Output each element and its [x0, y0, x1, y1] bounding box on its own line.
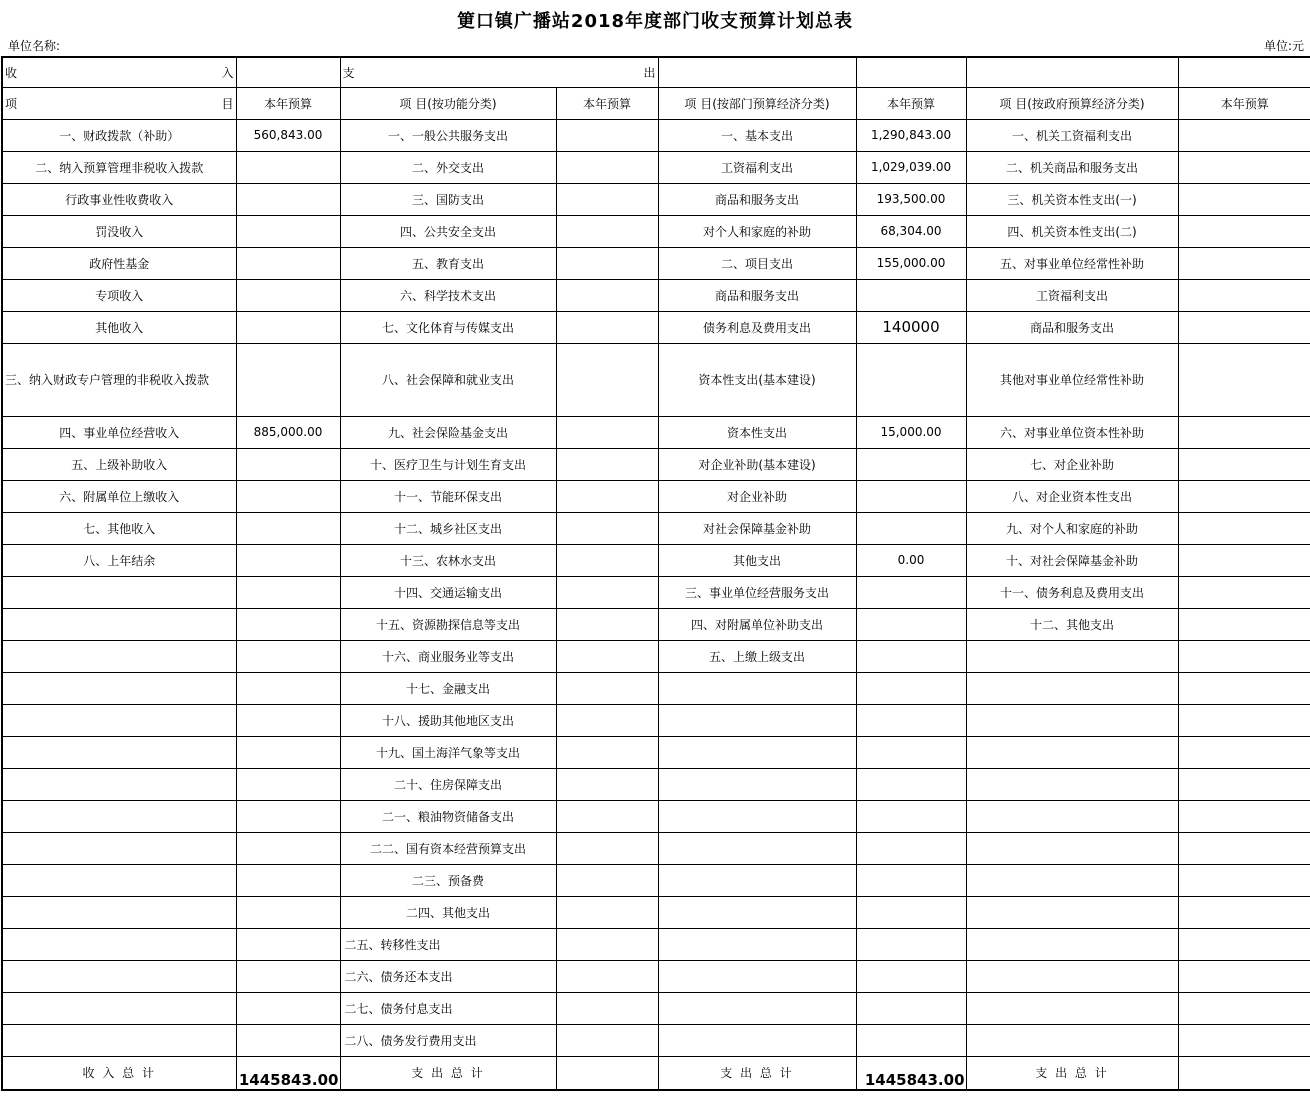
func-budget-cell: [556, 215, 658, 247]
gov-item-cell: 一、机关工资福利支出: [966, 119, 1178, 151]
func-item-cell: 二七、债务付息支出: [340, 992, 556, 1024]
func-item-cell: 十六、商业服务业等支出: [340, 640, 556, 672]
income-budget-cell: [236, 151, 340, 183]
func-budget-cell: [556, 544, 658, 576]
func-item-cell: 六、科学技术支出: [340, 279, 556, 311]
dept-budget-cell: [856, 992, 966, 1024]
income-budget-cell: [236, 960, 340, 992]
dept-budget-cell: 0.00: [856, 544, 966, 576]
dept-budget-cell: [856, 512, 966, 544]
func-budget-cell: [556, 992, 658, 1024]
gov-budget-cell: [1178, 544, 1310, 576]
dept-budget-cell: [856, 928, 966, 960]
func-budget-cell: [556, 736, 658, 768]
func-item-cell: 二十、住房保障支出: [340, 768, 556, 800]
dept-item-cell: [658, 736, 856, 768]
func-budget-cell: [556, 960, 658, 992]
table-row: [2, 992, 1310, 1024]
func-budget-cell: [556, 640, 658, 672]
func-item-cell: 五、教育支出: [340, 247, 556, 279]
unit-name-label: 单位名称:: [8, 39, 61, 53]
dept-item-cell: 商品和服务支出: [658, 279, 856, 311]
dept-item-cell: 对企业补助(基本建设): [658, 448, 856, 480]
gov-item-header: 项 目(按政府预算经济分类): [966, 87, 1178, 119]
func-budget-cell: [556, 704, 658, 736]
income-budget-cell: [236, 832, 340, 864]
gov-item-cell: 其他对事业单位经常性补助: [966, 343, 1178, 416]
dept-item-cell: [658, 672, 856, 704]
income-budget-cell: [236, 800, 340, 832]
table-row: [2, 183, 1310, 215]
dept-item-cell: [658, 992, 856, 1024]
table-row: [2, 896, 1310, 928]
func-total-label: 支 出 总 计: [340, 1056, 556, 1090]
income-item-cell: 四、事业单位经营收入: [2, 416, 236, 448]
func-item-cell: 十二、城乡社区支出: [340, 512, 556, 544]
func-item-cell: 二四、其他支出: [340, 896, 556, 928]
dept-budget-cell: [856, 640, 966, 672]
func-item-cell: 一、一般公共服务支出: [340, 119, 556, 151]
dept-item-cell: [658, 800, 856, 832]
table-row: [2, 800, 1310, 832]
income-item-cell: 八、上年结余: [2, 544, 236, 576]
dept-item-cell: 资本性支出(基本建设): [658, 343, 856, 416]
dept-budget-cell: 155,000.00: [856, 247, 966, 279]
table-row: [2, 608, 1310, 640]
gov-budget-cell: [1178, 151, 1310, 183]
table-row: [2, 544, 1310, 576]
dept-item-cell: 对企业补助: [658, 480, 856, 512]
group-header-row: [2, 57, 1310, 87]
gov-item-cell: [966, 864, 1178, 896]
dept-budget-cell: [856, 608, 966, 640]
dept-budget-cell: [856, 576, 966, 608]
income-item-cell: [2, 576, 236, 608]
gov-item-cell: [966, 1024, 1178, 1056]
income-item-cell: 专项收入: [2, 279, 236, 311]
dept-budget-cell: 1,029,039.00: [856, 151, 966, 183]
func-budget-cell: [556, 608, 658, 640]
gov-item-cell: 十二、其他支出: [966, 608, 1178, 640]
dept-budget-cell: 193,500.00: [856, 183, 966, 215]
gov-item-cell: [966, 800, 1178, 832]
gov-budget-cell: [1178, 215, 1310, 247]
gov-budget-cell: [1178, 992, 1310, 1024]
dept-budget-cell: 68,304.00: [856, 215, 966, 247]
table-row: [2, 279, 1310, 311]
dept-budget-cell: [856, 1024, 966, 1056]
table-row: [2, 480, 1310, 512]
dept-item-cell: 五、上缴上级支出: [658, 640, 856, 672]
func-budget-cell: [556, 672, 658, 704]
table-row: [2, 448, 1310, 480]
totals-row: [2, 1056, 1310, 1090]
func-item-cell: 十八、援助其他地区支出: [340, 704, 556, 736]
func-budget-cell: [556, 768, 658, 800]
gov-item-cell: [966, 960, 1178, 992]
gov-budget-cell: [1178, 279, 1310, 311]
dept-item-cell: 对个人和家庭的补助: [658, 215, 856, 247]
dept-item-cell: 债务利息及费用支出: [658, 311, 856, 343]
gov-budget-cell: [1178, 608, 1310, 640]
income-total-label: 收 入 总 计: [2, 1056, 236, 1090]
dept-item-cell: [658, 832, 856, 864]
gov-budget-cell: [1178, 183, 1310, 215]
dept-budget-cell: 15,000.00: [856, 416, 966, 448]
dept-budget-cell: [856, 736, 966, 768]
income-budget-cell: [236, 448, 340, 480]
func-item-cell: 八、社会保障和就业支出: [340, 343, 556, 416]
table-row: [2, 247, 1310, 279]
func-item-cell: 十、医疗卫生与计划生育支出: [340, 448, 556, 480]
table-row: [2, 576, 1310, 608]
gov-item-cell: [966, 672, 1178, 704]
dept-item-cell: [658, 768, 856, 800]
income-budget-cell: [236, 608, 340, 640]
func-budget-header: 本年预算: [556, 87, 658, 119]
gov-item-cell: 十一、债务利息及费用支出: [966, 576, 1178, 608]
gov-budget-cell: [1178, 343, 1310, 416]
func-item-cell: 十七、金融支出: [340, 672, 556, 704]
gov-budget-cell: [1178, 864, 1310, 896]
income-budget-cell: [236, 343, 340, 416]
income-budget-cell: 560,843.00: [236, 119, 340, 151]
gov-item-cell: 七、对企业补助: [966, 448, 1178, 480]
income-budget-cell: [236, 576, 340, 608]
income-budget-cell: [236, 512, 340, 544]
dept-item-cell: 四、对附属单位补助支出: [658, 608, 856, 640]
gov-budget-cell: [1178, 247, 1310, 279]
dept-item-cell: [658, 896, 856, 928]
gov-item-cell: 工资福利支出: [966, 279, 1178, 311]
gov-item-cell: [966, 896, 1178, 928]
func-budget-cell: [556, 512, 658, 544]
func-budget-cell: [556, 448, 658, 480]
gov-budget-cell: [1178, 800, 1310, 832]
table-row: [2, 960, 1310, 992]
income-item-cell: [2, 768, 236, 800]
income-item-cell: 二、纳入预算管理非税收入拨款: [2, 151, 236, 183]
func-item-cell: 十一、节能环保支出: [340, 480, 556, 512]
dept-item-cell: [658, 704, 856, 736]
gov-budget-cell: [1178, 512, 1310, 544]
dept-item-cell: 一、基本支出: [658, 119, 856, 151]
gov-budget-cell: [1178, 672, 1310, 704]
gov-item-cell: 三、机关资本性支出(一): [966, 183, 1178, 215]
gov-budget-cell: [1178, 448, 1310, 480]
income-budget-cell: [236, 640, 340, 672]
table-row: [2, 343, 1310, 416]
func-budget-cell: [556, 832, 658, 864]
gov-budget-cell: [1178, 960, 1310, 992]
income-budget-cell: [236, 672, 340, 704]
dept-budget-header: 本年预算: [856, 87, 966, 119]
dept-item-cell: 工资福利支出: [658, 151, 856, 183]
income-budget-cell: [236, 183, 340, 215]
income-item-cell: 政府性基金: [2, 247, 236, 279]
income-budget-cell: [236, 311, 340, 343]
income-item-cell: [2, 736, 236, 768]
table-row: [2, 512, 1310, 544]
table-row: [2, 704, 1310, 736]
income-item-cell: 一、财政拨款（补助）: [2, 119, 236, 151]
func-budget-cell: [556, 119, 658, 151]
gov-item-cell: 商品和服务支出: [966, 311, 1178, 343]
empty-cell: [856, 57, 966, 87]
income-item-cell: [2, 640, 236, 672]
gov-item-cell: [966, 640, 1178, 672]
dept-item-cell: [658, 1024, 856, 1056]
empty-cell: [1178, 57, 1310, 87]
func-item-cell: 三、国防支出: [340, 183, 556, 215]
func-item-cell: 十九、国土海洋气象等支出: [340, 736, 556, 768]
meta-row: [0, 36, 1310, 56]
expenditure-group-header: 支 出: [340, 57, 658, 87]
gov-budget-cell: [1178, 704, 1310, 736]
func-item-cell: 二二、国有资本经营预算支出: [340, 832, 556, 864]
gov-item-cell: 九、对个人和家庭的补助: [966, 512, 1178, 544]
func-budget-cell: [556, 311, 658, 343]
func-item-cell: 二六、债务还本支出: [340, 960, 556, 992]
dept-item-cell: 商品和服务支出: [658, 183, 856, 215]
income-item-cell: [2, 832, 236, 864]
gov-budget-cell: [1178, 119, 1310, 151]
gov-item-cell: [966, 704, 1178, 736]
dept-item-cell: 二、项目支出: [658, 247, 856, 279]
income-item-cell: 行政事业性收费收入: [2, 183, 236, 215]
gov-budget-cell: [1178, 480, 1310, 512]
func-item-cell: 二五、转移性支出: [340, 928, 556, 960]
income-item-cell: 七、其他收入: [2, 512, 236, 544]
income-item-cell: [2, 608, 236, 640]
gov-budget-header: 本年预算: [1178, 87, 1310, 119]
income-budget-cell: [236, 768, 340, 800]
table-row: [2, 864, 1310, 896]
dept-budget-cell: [856, 832, 966, 864]
income-budget-cell: [236, 247, 340, 279]
table-row: [2, 640, 1310, 672]
func-item-cell: 九、社会保险基金支出: [340, 416, 556, 448]
dept-budget-cell: [856, 343, 966, 416]
gov-budget-cell: [1178, 896, 1310, 928]
func-budget-cell: [556, 416, 658, 448]
func-item-cell: 二三、预备费: [340, 864, 556, 896]
dept-budget-cell: [856, 279, 966, 311]
gov-item-cell: [966, 736, 1178, 768]
income-item-cell: [2, 704, 236, 736]
gov-budget-cell: [1178, 768, 1310, 800]
empty-cell: [966, 57, 1178, 87]
income-total-value: 1445843.00: [236, 1056, 340, 1090]
empty-cell: [236, 57, 340, 87]
dept-item-cell: [658, 864, 856, 896]
income-item-cell: 罚没收入: [2, 215, 236, 247]
dept-budget-cell: [856, 480, 966, 512]
gov-budget-cell: [1178, 576, 1310, 608]
func-item-cell: 四、公共安全支出: [340, 215, 556, 247]
dept-budget-cell: 1,290,843.00: [856, 119, 966, 151]
income-budget-cell: [236, 864, 340, 896]
dept-budget-cell: [856, 768, 966, 800]
income-group-header: 收 入: [2, 57, 236, 87]
table-row: [2, 736, 1310, 768]
func-item-cell: 十三、农林水支出: [340, 544, 556, 576]
gov-item-cell: 四、机关资本性支出(二): [966, 215, 1178, 247]
gov-total-value: [1178, 1056, 1310, 1090]
gov-budget-cell: [1178, 311, 1310, 343]
gov-budget-cell: [1178, 736, 1310, 768]
income-item-cell: [2, 896, 236, 928]
table-row: [2, 1024, 1310, 1056]
func-budget-cell: [556, 183, 658, 215]
gov-budget-cell: [1178, 416, 1310, 448]
table-row: [2, 215, 1310, 247]
income-budget-cell: [236, 215, 340, 247]
income-budget-cell: [236, 544, 340, 576]
func-budget-cell: [556, 151, 658, 183]
dept-item-cell: 三、事业单位经营服务支出: [658, 576, 856, 608]
dept-budget-cell: [856, 448, 966, 480]
gov-item-cell: [966, 928, 1178, 960]
gov-item-cell: 六、对事业单位资本性补助: [966, 416, 1178, 448]
income-budget-header: 本年预算: [236, 87, 340, 119]
gov-item-cell: [966, 832, 1178, 864]
income-budget-cell: [236, 1024, 340, 1056]
dept-budget-cell: [856, 960, 966, 992]
income-item-cell: [2, 1024, 236, 1056]
income-budget-cell: [236, 992, 340, 1024]
gov-item-cell: 二、机关商品和服务支出: [966, 151, 1178, 183]
func-item-cell: 七、文化体育与传媒支出: [340, 311, 556, 343]
income-item-cell: [2, 960, 236, 992]
func-budget-cell: [556, 1024, 658, 1056]
func-item-cell: 二、外交支出: [340, 151, 556, 183]
empty-cell: [658, 57, 856, 87]
gov-item-cell: 八、对企业资本性支出: [966, 480, 1178, 512]
table-row: [2, 311, 1310, 343]
column-header-row: [2, 87, 1310, 119]
unit-currency-label: 单位:元: [1263, 39, 1304, 53]
gov-budget-cell: [1178, 832, 1310, 864]
dept-budget-cell: [856, 896, 966, 928]
func-budget-cell: [556, 928, 658, 960]
func-item-cell: 二八、债务发行费用支出: [340, 1024, 556, 1056]
table-row: [2, 151, 1310, 183]
dept-item-cell: 对社会保障基金补助: [658, 512, 856, 544]
dept-item-header: 项 目(按部门预算经济分类): [658, 87, 856, 119]
gov-item-cell: 五、对事业单位经常性补助: [966, 247, 1178, 279]
dept-budget-cell: [856, 672, 966, 704]
func-budget-cell: [556, 800, 658, 832]
income-item-cell: [2, 992, 236, 1024]
func-budget-cell: [556, 576, 658, 608]
income-item-cell: 五、上级补助收入: [2, 448, 236, 480]
dept-budget-cell: [856, 864, 966, 896]
gov-budget-cell: [1178, 1024, 1310, 1056]
income-item-cell: [2, 928, 236, 960]
func-budget-cell: [556, 864, 658, 896]
table-row: [2, 416, 1310, 448]
dept-total-label: 支 出 总 计: [658, 1056, 856, 1090]
dept-item-cell: 资本性支出: [658, 416, 856, 448]
income-item-cell: 六、附属单位上缴收入: [2, 480, 236, 512]
func-budget-cell: [556, 896, 658, 928]
func-total-value: [556, 1056, 658, 1090]
budget-table: [1, 56, 1310, 1091]
income-item-cell: 其他收入: [2, 311, 236, 343]
func-budget-cell: [556, 343, 658, 416]
table-row: [2, 119, 1310, 151]
income-budget-cell: [236, 279, 340, 311]
func-budget-cell: [556, 247, 658, 279]
dept-item-cell: 其他支出: [658, 544, 856, 576]
func-item-cell: 十五、资源勘探信息等支出: [340, 608, 556, 640]
income-budget-cell: [236, 736, 340, 768]
table-row: [2, 928, 1310, 960]
dept-budget-cell: 140000: [856, 311, 966, 343]
gov-budget-cell: [1178, 640, 1310, 672]
func-item-header: 项 目(按功能分类): [340, 87, 556, 119]
dept-total-value: 1445843.00: [856, 1056, 966, 1090]
income-budget-cell: [236, 928, 340, 960]
gov-item-cell: [966, 992, 1178, 1024]
table-row: [2, 832, 1310, 864]
dept-item-cell: [658, 928, 856, 960]
gov-item-cell: 十、对社会保障基金补助: [966, 544, 1178, 576]
income-budget-cell: [236, 704, 340, 736]
table-row: [2, 672, 1310, 704]
dept-item-cell: [658, 960, 856, 992]
func-budget-cell: [556, 279, 658, 311]
func-item-cell: 十四、交通运输支出: [340, 576, 556, 608]
func-budget-cell: [556, 480, 658, 512]
table-row: [2, 768, 1310, 800]
income-item-cell: [2, 800, 236, 832]
gov-total-label: 支 出 总 计: [966, 1056, 1178, 1090]
income-item-cell: 三、纳入财政专户管理的非税收入拨款: [2, 343, 236, 416]
gov-item-cell: [966, 768, 1178, 800]
dept-budget-cell: [856, 800, 966, 832]
income-budget-cell: 885,000.00: [236, 416, 340, 448]
page-title: 筻口镇广播站2018年度部门收支预算计划总表: [456, 11, 854, 32]
income-item-cell: [2, 672, 236, 704]
income-budget-cell: [236, 480, 340, 512]
gov-budget-cell: [1178, 928, 1310, 960]
income-budget-cell: [236, 896, 340, 928]
func-item-cell: 二一、粮油物资储备支出: [340, 800, 556, 832]
income-item-header: 项 目: [2, 87, 236, 119]
dept-budget-cell: [856, 704, 966, 736]
income-item-cell: [2, 864, 236, 896]
